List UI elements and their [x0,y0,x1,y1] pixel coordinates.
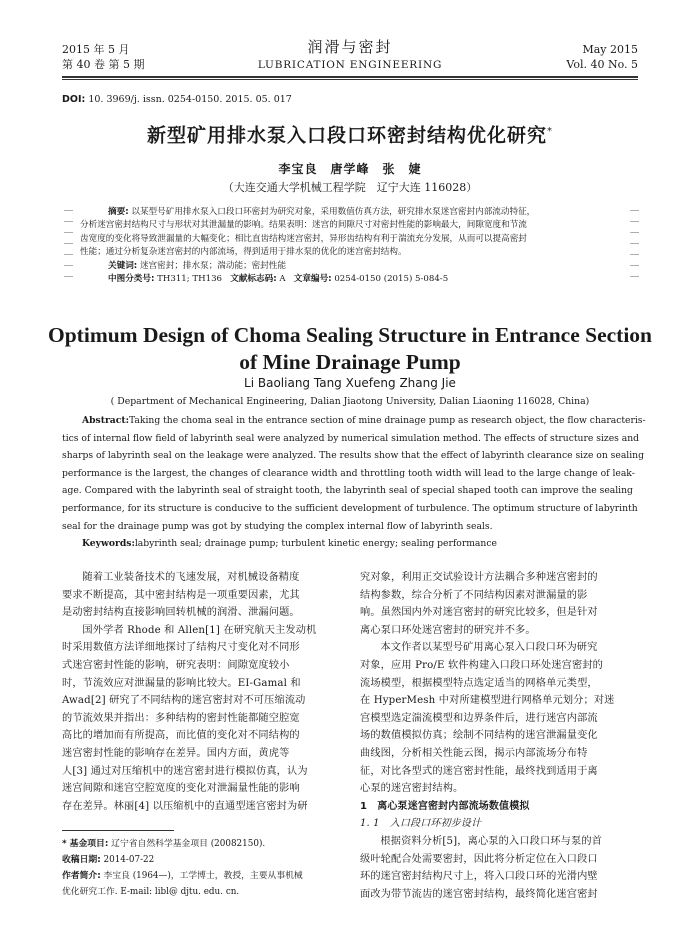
abstract-cn-line: 以某型号矿用排水泵入口段口环密封为研究对象，采用数值仿真方法，研究排水泵迷宫密封内部流动特征， [131,207,536,217]
doi-label: DOI: [62,94,86,105]
keywords-cn-label: 关键词: [108,260,138,271]
body-line: 级叶轮配合处需要密封，因此将分析定位在入口段口 [360,853,598,865]
abstract-en-line: tics of internal flow field of labyrinth seal were analyzed by numerical simulation method. The effects of structure sizes and [62,432,640,444]
doi-value: 10. 3969/j. issn. 0254-0150. 2015. 05. 017 [88,94,292,105]
body-line: 环的迷宫密封结构尺寸上，将入口段口环的光滑内壁 [360,871,598,883]
title-cn-text: 新型矿用排水泵入口段口环密封结构优化研究 [146,124,547,147]
body-line: 式迷宫密封性能的影响，研究表明：间隙宽度较小 [62,659,290,671]
keywords-en-value: labyrinth seal; drainage pump; turbulent kinetic energy; sealing performance [134,538,497,550]
keywords-cn-value: 迷宫密封；排水泵；湍动能；密封性能 [139,260,287,271]
header-date-en: May 2015 [582,43,638,56]
received-value: 2014-07-22 [103,855,155,865]
abstract-cn-line: 分析迷宫密封结构尺寸与形状对其泄漏量的影响。结果表明：迷宫的间隙尺寸对密封性能的影响最大，间隙宽度和节流 [80,220,527,231]
body-line: 存在差异。林丽[4] 以压缩机中的直通型迷宫密封为研 [62,800,308,812]
author-bio-label: 作者简介: [62,871,101,881]
authors-en: Li Baoliang Tang Xuefeng Zhang Jie [244,376,456,390]
body-line: 随着工业装备技术的飞速发展，对机械设备精度 [82,572,300,583]
title-en [0,322,700,376]
header-date-cn: 2015 年 5 月 [62,43,130,56]
body-line: 结构参数，综合分析了不同结构因素对泄漏量的影 [360,589,588,601]
body-line: 本文作者以某型号矿用离心泵入口段口环为研究 [380,642,598,654]
doc-code-value: A [279,274,286,285]
abstract-en-line: sharps of labyrinth seal on the leakage were analyzed. The results show that the effect of labyrinth clearance size on sealing [62,450,644,462]
keywords-en-label: Keywords: [82,538,135,550]
affiliation-cn: （大连交通大学机械工程学院 辽宁大连 116028） [222,181,478,194]
body-line: 要求不断提高，其中密封结构是一项重要因素，尤其 [62,589,300,601]
body-line: 人[3] 通过对压缩机中的迷宫密封进行模拟仿真，认为 [62,765,308,777]
clc-value: TH311; TH136 [157,274,223,285]
body-line: 响。虽然国内外对迷宫密封的研究比较多，但是针对 [360,607,598,619]
body-line: 征，对比各型式的迷宫密封性能，最终找到适用于离 [360,765,598,777]
header-rule-bottom [62,79,638,80]
abstract-en-line: performance, for its structure is conducive to the sufficient development of turbulence. The optimum structure of labyrinth [62,502,638,514]
article-no-label: 文章编号: [293,274,332,285]
body-line: 是动密封结构直接影响回转机械的润滑、泄漏问题。 [62,607,300,619]
body-line: 对象，应用 Pro/E 软件构建入口段口环处迷宫密封的 [360,659,604,671]
header-volume-cn: 第 40 卷 第 5 期 [62,58,145,71]
body-line: 高比的增加而有所提高，而比值的变化对不同结构的 [62,730,300,742]
body-line: 时，节流效应对泄漏量的影响比较大。EI-Gamal 和 [62,677,301,689]
author-bio-line: 优化研究工作. E-mail: libl@ djtu. edu. cn. [62,887,240,897]
body-line: 迷宫间隙和迷宫空腔宽度的变化对泄漏量性能的影响 [62,783,300,795]
header-journal-cn: 润滑与密封 [307,38,393,56]
abstract-cn-label: 摘要: [108,207,129,217]
abstract-en-line: performance is the largest, the changes of clearance width and throttling tooth width will lead to the large change of leak- [62,467,635,479]
abstract-cn [80,206,628,286]
body-line: 在 HyperMesh 中对所建模型进行网格单元划分；对迷 [360,695,615,707]
left-column [62,569,342,815]
fund-value: 辽宁省自然科学基金项目 (20082150). [111,839,266,849]
article-no-value: 0254-0150 (2015) 5-084-5 [334,274,449,285]
clc-label: 中图分类号: [108,274,155,285]
received-label: 收稿日期: [62,855,101,865]
body-line: 场的数值模拟仿真；绘制不同结构的迷宫泄漏量变化 [360,730,598,742]
body-line: 的节流效果并指出：多种结构的密封性能都随空腔宽 [62,712,300,724]
fund-label: * 基金项目: [62,839,109,849]
title-cn [0,120,700,147]
header-journal-en: LUBRICATION ENGINEERING [257,59,443,71]
right-column [360,569,640,903]
abstract-en-line: seal for the drainage pump was got by studying the complex internal flow of labyrinth seals. [62,520,493,532]
body-line: 宫模型选定湍流模型和边界条件后，进行迷宫内部流 [360,712,598,724]
body-line: Awad[2] 研究了不同结构的迷宫密封对不可压缩流动 [62,695,306,707]
doc-code-label: 文献标志码: [230,274,277,285]
right-wavy-border: ﹏ ﹏ ﹏ ﹏ ﹏ ﹏ ﹏ [630,203,640,279]
author-bio-line: 李宝良 (1964—)，工学博士，教授，主要从事机械 [103,871,303,881]
footnotes [62,836,342,900]
body-line: 时采用数值方法详细地探讨了结构尺寸变化对不同形 [62,642,300,654]
body-line: 流场模型，根据模型特点选定适当的网格单元类型， [360,677,598,689]
left-wavy-border: ﹏ ﹏ ﹏ ﹏ ﹏ ﹏ ﹏ [64,203,74,279]
abstract-cn-line: 性能；通过分析复杂迷宫密封的内部流场，得到适用于排水泵的优化的迷宫密封结构。 [80,247,407,258]
header-rule-top [62,76,638,78]
section-heading-1-1: 1. 1 入口段口环初步设计 [360,818,482,830]
title-en-line1: Optimum Design of Choma Sealing Structure in Entrance Section [48,323,652,347]
footnote-rule [62,830,174,831]
body-line: 曲线图，分析相关性能云图，揭示内部流场分布特 [360,747,588,759]
title-en-line2: of Mine Drainage Pump [239,350,461,374]
doi-line [62,94,292,106]
body-line: 迷宫密封性能的影响存在差异。国内方面，黄虎等 [62,747,290,759]
section-heading-1: 1 离心泵迷宫密封内部流场数值模拟 [360,800,530,812]
body-line: 根据资料分析[5]，离心泵的入口段口环与泵的首 [380,835,603,847]
body-line: 心泵的迷宫密封结构。 [360,783,464,795]
body-line: 离心泵口环处迷宫密封的研究并不多。 [360,624,536,636]
authors-cn: 李宝良 唐学峰 张 婕 [278,162,422,176]
body-line: 国外学者 Rhode 和 Allen[1] 在研究航天主发动机 [82,624,317,636]
header-volume-en: Vol. 40 No. 5 [566,58,638,71]
abstract-en-label: Abstract: [82,415,129,426]
abstract-en-line: age. Compared with the labyrinth seal of straight tooth, the labyrinth seal of special shaped tooth can improve the sealing [62,485,633,497]
body-line: 究对象，利用正交试验设计方法耦合多种迷宫密封的 [360,572,598,583]
body-line: 面改为带节流齿的迷宫密封结构，最终简化迷宫密封 [360,888,598,900]
abstract-cn-line: 齿宽度的变化将导致泄漏量的大幅变化；相比直齿结构迷宫密封，异形齿结构有利于湍流充分发展，从而可以提高密封 [80,233,527,244]
abstract-en-line: Taking the choma seal in the entrance section of mine drainage pump as research object, the flow characteris- [129,415,646,426]
affiliation-en: ( Department of Mechanical Engineering, Dalian Jiaotong University, Dalian Liaoning 116028, China) [110,396,590,407]
title-footnote-mark: * [547,126,553,137]
abstract-en [62,412,646,553]
